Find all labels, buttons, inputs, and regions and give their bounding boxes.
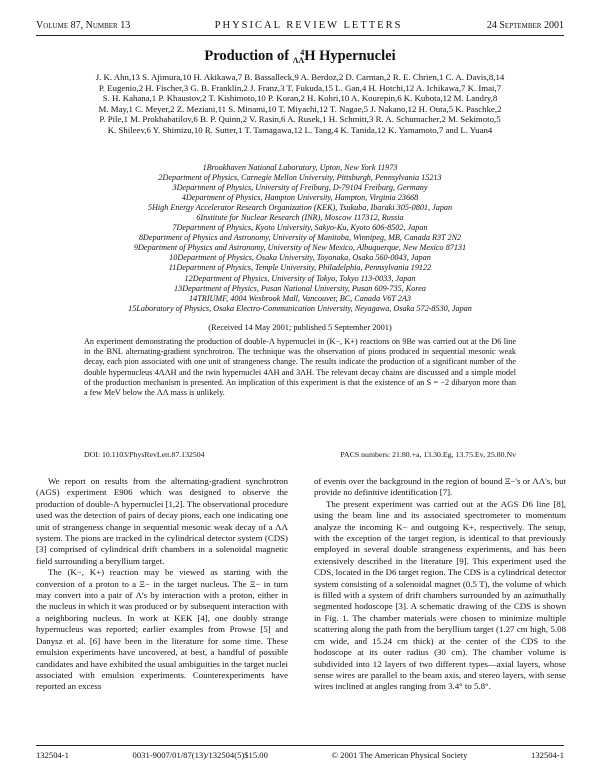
identifiers	[84, 450, 516, 459]
nucleus-hyperons: ΛΛ	[292, 55, 305, 65]
affiliation: 14TRIUMF, 4004 Wesbrook Mall, Vancouver, BC, Canada V6T 2A3	[189, 293, 411, 303]
page-title	[0, 48, 600, 65]
paragraph: of events over the background in the region of bound Ξ−'s or ΛΛ's, but provide no definitive identification [7].	[314, 476, 566, 498]
affiliation: 13Department of Physics, Pusan National University, Pusan 609-735, Korea	[174, 283, 426, 293]
doi[interactable]: DOI: 10.1103/PhysRevLett.87.132504	[84, 450, 205, 459]
footer-rule	[36, 745, 564, 746]
author-line: J. K. Ahn,13 S. Ajimura,10 H. Akikawa,7 B. Bassalleck,9 A. Berdoz,2 D. Carman,2 R. E. Chrien,1 C. A. Davis,8,14	[95, 72, 505, 82]
author-line: M. May,1 C. Meyer,2 Z. Meziani,11 S. Minami,10 T. Miyachi,12 T. Nagae,5 J. Nakano,12 H. Outa,5 K. Paschke,2	[98, 103, 502, 114]
page-footer	[36, 750, 564, 760]
nucleus-mass: 4	[300, 47, 305, 57]
paragraph: The present experiment was carried out at the AGS D6 line [8], using the beam line and its associated spectrometer to momentum analyze the incoming K− and outgoing K+, respectively. The setup, with the exception of the target region, is identical to that previously employed in several double strangeness experiments, and has been extensively described in the literature [9]. This experiment used the CDS, located in the D6 target region. The CDS is a cylindrical detector system consisting of a solenoidal magnet (0.5 T), the volume of which is filled with a system of drift chambers surrounded by an azimuthally segmented hodoscope [3]. A schematic drawing of the CDS is shown in Fig. 1. The chamber materials were chosen to minimize multiple scattering along the path from the beryllium target (1.27 cm high, 5.08 cm wide, and 15.24 cm thick) at the center of the CDS to the hodoscope at its outer radius (30 cm). The chamber volume is subdivided into 12 layers of two different types—axial layers, whose sense wires are parallel to the beam axis, and stereo layers, with sense wires inclined at angles ranging from 3.4° to 5.8°.	[314, 498, 566, 692]
affiliation: 6Institute for Nuclear Research (INR), Moscow 117312, Russia	[196, 213, 404, 223]
title-prefix: Production of	[204, 48, 290, 64]
affiliation: 7Department of Physics, Kyoto University, Sakyo-Ku, Kyoto 606-8502, Japan	[172, 223, 428, 233]
header-rule	[36, 35, 564, 36]
affiliation: 10Department of Physics, Osaka University, Toyonaka, Osaka 560-0043, Japan	[169, 253, 431, 263]
abstract: An experiment demonstrating the production of double-Λ hypernuclei in (K−, K+) reactions on 9Be was carried out at the D6 line in the BNL alternating-gradient synchrotron. The technique was the observation of pions produced in sequential mesonic weak decay, each pion associated with one unit of strangeness change. The results indicate the production of a significant number of the double hypernucleus 4ΛΛH and the twin hypernuclei 4ΛH and 3ΛH. The relevant decay chains are discussed and a simple model of the production mechanism is presented. An implication of this experiment is that the existence of an S = −2 dibaryon more than a few MeV below the ΛΛ mass is unlikely.	[84, 337, 516, 398]
paragraph: The (K−, K+) reaction may be viewed as starting with the conversion of a proton to a Ξ− in the target nucleus. The Ξ− in turn may convert into a pair of Λ's by interaction with a proton, either in the nucleus in which it was produced or by subsequent interaction with a neighboring nucleus. In work at KEK [4], one doubly strange hypernucleus was reported; earlier examples from Prowse [5] and Danysz et al. [6] have been in the literature for some time. These emulsion experiments have uncovered, at best, a handful of possible candidates and have exhibited the usual ambiguities in the target nuclei associated with emulsion experiments. Counterexperiments have reported an excess	[36, 567, 288, 692]
issue-date: 24 September 2001	[486, 19, 564, 31]
copyright: © 2001 The American Physical Society	[331, 750, 468, 760]
author-line: P. Pile,1 M. Prokhabatilov,6 B. P. Quinn,2 V. Rasin,6 A. Rusek,1 H. Schmitt,3 R. A. Schumacher,2 M. Sekimoto,5	[99, 114, 501, 125]
affiliation: 3Department of Physics, University of Freiburg, D-79104 Freiburg, Germany	[172, 183, 428, 193]
page-number-left: 132504-1	[36, 750, 69, 760]
author-list	[60, 72, 540, 136]
received-date: (Received 14 May 2001; published 5 September 2001)	[208, 323, 392, 332]
affiliation: 5High Energy Accelerator Research Organization (KEK), Tsukuba, Ibaraki 305-0801, Japan	[147, 203, 453, 213]
issn-line: 0031-9007/01/87(13)/132504(5)$15.00	[132, 750, 268, 760]
author-line: P. Eugenio,2 H. Fischer,3 G. B. Franklin,2 J. Franz,3 T. Fukuda,15 L. Gan,4 H. Hotchi,12 A. Ichikawa,7 K. Imai,7	[98, 82, 502, 93]
author-line: S. H. Kahana,1 P. Khaustov,2 T. Kishimoto,10 P. Koran,2 H. Kohri,10 A. Kourepin,6 K. Kubota,12 M. Landry,8	[102, 93, 498, 104]
title-suffix: Hypernuclei	[319, 48, 396, 64]
affiliation: 4Department of Physics, Hampton University, Hampton, Virginia 23668	[181, 193, 419, 203]
affiliation: 9Department of Physics and Astronomy, University of New Mexico, Albuquerque, New Mexico 87131	[133, 243, 467, 253]
affiliation: 12Department of Physics, University of Tokyo, Tokyo 113-0033, Japan	[184, 273, 416, 283]
affiliation: 8Department of Physics and Astronomy, University of Manitoba, Winnipeg, MB, Canada R3T 2N2	[138, 233, 462, 243]
nucleus-symbol: H	[304, 48, 316, 64]
running-header	[36, 18, 564, 32]
page-number-right: 132504-1	[531, 750, 564, 760]
affiliation: 15Laboratory of Physics, Osaka Electro-Communication University, Neyagawa, Osaka 572-8530, Japan	[128, 303, 472, 313]
nucleus-scripts	[293, 49, 304, 65]
author-line: K. Shileev,6 Y. Shimizu,10 R. Sutter,1 T. Tamagawa,12 L. Tang,4 K. Tanida,12 K. Yamamoto,7 and L. Yuan4	[107, 124, 493, 135]
volume-label: Volume 87, Number 13	[36, 19, 131, 31]
body-column-right	[314, 476, 566, 693]
affiliation-list	[60, 163, 540, 314]
journal-name: PHYSICAL REVIEW LETTERS	[214, 19, 403, 31]
affiliation: 11Department of Physics, Temple University, Philadelphia, Pennsylvania 19122	[168, 263, 432, 273]
pacs-numbers: PACS numbers: 21.80.+a, 13.30.Eg, 13.75.Ev, 25.80.Nv	[340, 450, 516, 459]
paragraph: We report on results from the alternating-gradient synchrotron (AGS) experiment E906 which was designed to observe the production of double-Λ hypernuclei [1,2]. The observational procedure used was the detection of pairs of decay pions, each one indicating one unit of strangeness change in sequential mesonic weak decay of a ΛΛ system. The pions are tracked in the cylindrical detector system (CDS) [3] comprised of cylindrical drift chambers in a solenoidal magnetic field surrounding a beryllium target.	[36, 476, 288, 566]
body-column-left	[36, 476, 288, 693]
affiliation: 1Brookhaven National Laboratory, Upton, New York 11973	[202, 163, 398, 172]
affiliation: 2Department of Physics, Carnegie Mellon University, Pittsburgh, Pennsylvania 15213	[158, 173, 442, 183]
